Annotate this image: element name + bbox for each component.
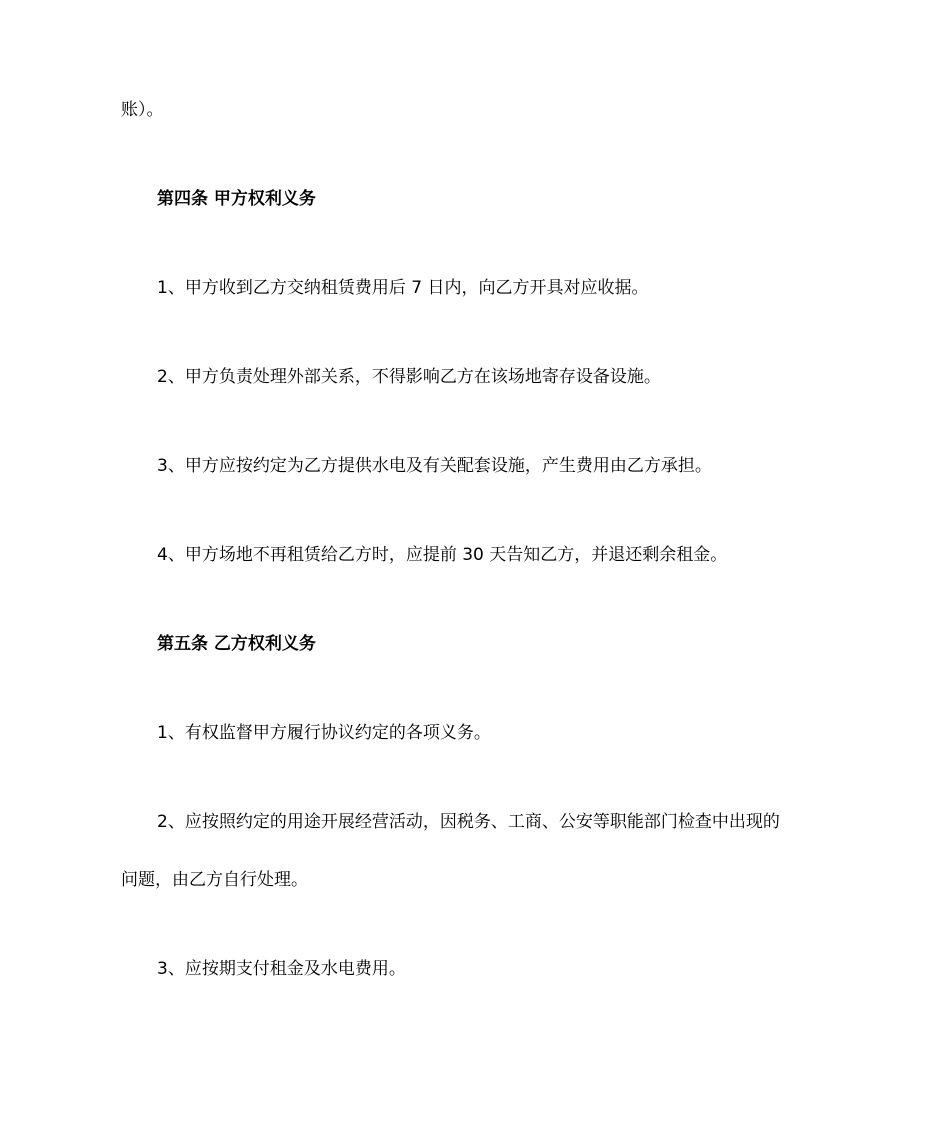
- clause-4-1: 1、甲方收到乙方交纳租赁费用后 7 日内，向乙方开具对应收据。: [157, 278, 649, 298]
- clause-5-2-continuation: 问题，由乙方自行处理。: [121, 870, 308, 890]
- clause-5-3: 3、应按期支付租金及水电费用。: [157, 959, 406, 979]
- clause-4-3: 3、甲方应按约定为乙方提供水电及有关配套设施，产生费用由乙方承担。: [157, 456, 712, 476]
- clause-5-2: 2、应按照约定的用途开展经营活动，因税务、工商、公安等职能部门检查中出现的: [157, 812, 780, 832]
- section-heading-article-4: 第四条 甲方权利义务: [157, 189, 316, 209]
- continuation-text: 账）。: [121, 100, 164, 120]
- clause-4-2: 2、甲方负责处理外部关系，不得影响乙方在该场地寄存设备设施。: [157, 367, 661, 387]
- clause-5-1: 1、有权监督甲方履行协议约定的各项义务。: [157, 723, 491, 743]
- section-heading-article-5: 第五条 乙方权利义务: [157, 634, 316, 654]
- clause-4-4: 4、甲方场地不再租赁给乙方时，应提前 30 天告知乙方，并退还剩余租金。: [157, 545, 728, 565]
